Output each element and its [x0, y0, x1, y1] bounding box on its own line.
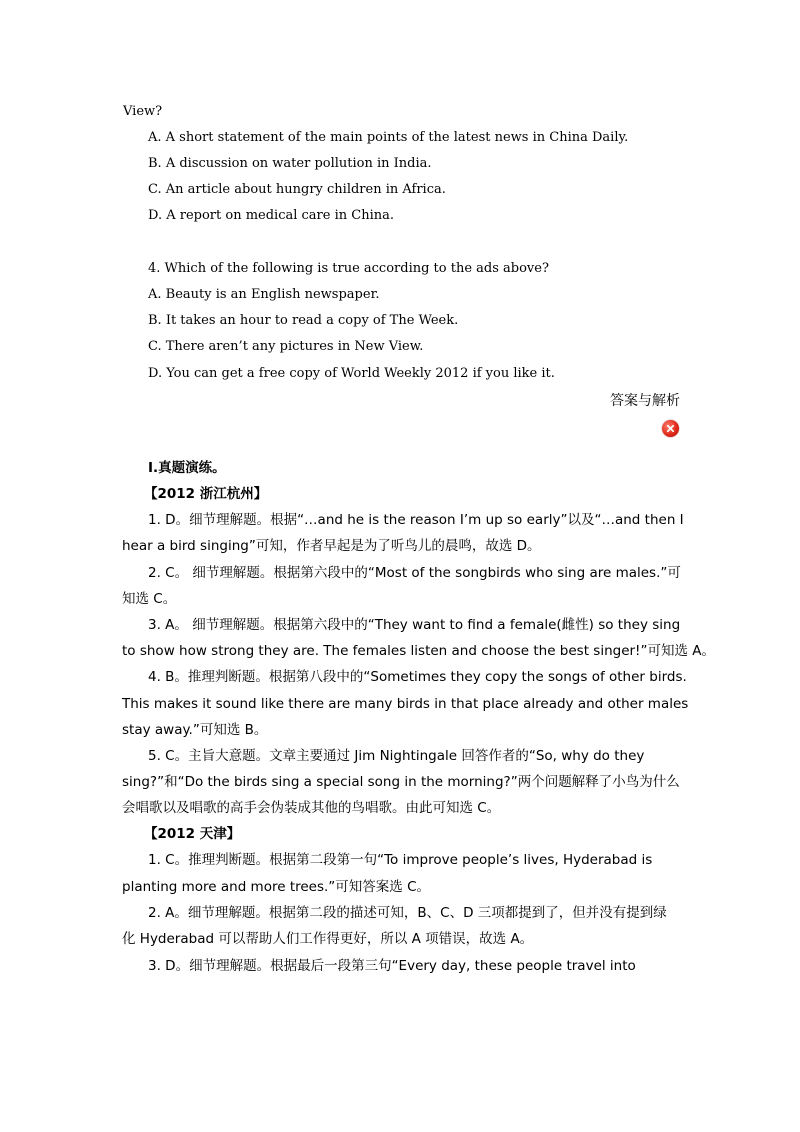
answer-line: 5. C。主旨大意题。文章主要通过 Jim Nightingale 回答作者的“So, why do they: [148, 748, 645, 764]
answer-line: This makes it sound like there are many birds in that place already and other males: [122, 696, 689, 712]
answer-line: 3. D。细节理解题。根据最后一段第三句“Every day, these people travel into: [148, 958, 636, 974]
answer-line: 1. C。推理判断题。根据第二段第一句“To improve people’s lives, Hyderabad is: [148, 852, 653, 868]
answer-line: 2. A。细节理解题。根据第二段的描述可知，B、C、D 三项都提到了，但并没有提到绿: [148, 905, 667, 921]
answer-line: planting more and more trees.”可知答案选 C。: [122, 879, 431, 895]
answer-line: sing?”和“Do the birds sing a special song in the morning?”两个问题解释了小鸟为什么: [122, 774, 680, 790]
answer-line: hear a bird singing”可知，作者早起是为了听鸟儿的晨鸣，故选 D。: [122, 538, 541, 554]
answer-section-title[interactable]: 答案与解析: [610, 393, 680, 409]
question4-option-a: A. Beauty is an English newspaper.: [148, 287, 380, 302]
question3-option-d: D. A report on medical care in China.: [148, 208, 394, 223]
question4-option-d: D. You can get a free copy of World Weekly 2012 if you like it.: [148, 366, 555, 381]
group2-title: 【2012 天津】: [144, 826, 241, 842]
question3-option-c: C. An article about hungry children in Africa.: [148, 182, 446, 197]
close-icon: [666, 424, 675, 433]
question3-stem-tail: View?: [123, 104, 163, 119]
answer-line: 会唱歌以及唱歌的高手会伪装成其他的鸟唱歌。由此可知选 C。: [122, 800, 501, 816]
question3-option-a: A. A short statement of the main points of the latest news in China Daily.: [148, 130, 629, 145]
question4-option-c: C. There aren’t any pictures in New View.: [148, 339, 424, 354]
question3-option-b: B. A discussion on water pollution in India.: [148, 156, 432, 171]
answer-line: 知选 C。: [122, 591, 177, 607]
answer-heading: I.真题演练。: [148, 460, 226, 476]
group1-title: 【2012 浙江杭州】: [144, 486, 268, 502]
close-button[interactable]: [662, 420, 679, 437]
answer-line: 1. D。细节理解题。根据“…and he is the reason I’m up so early”以及“…and then I: [148, 512, 684, 528]
answer-line: to show how strong they are. The females listen and choose the best singer!”可知选 A。: [122, 643, 715, 659]
answer-line: 3. A。 细节理解题。根据第六段中的“They want to find a female(雌性) so they sing: [148, 617, 681, 633]
answer-line: stay away.”可知选 B。: [122, 722, 268, 738]
question4-option-b: B. It takes an hour to read a copy of The Week.: [148, 313, 459, 328]
question4-stem: 4. Which of the following is true according to the ads above?: [148, 261, 549, 276]
answer-line: 2. C。 细节理解题。根据第六段中的“Most of the songbirds who sing are males.”可: [148, 565, 681, 581]
answer-line: 4. B。推理判断题。根据第八段中的“Sometimes they copy the songs of other birds.: [148, 669, 687, 685]
answer-line: 化 Hyderabad 可以帮助人们工作得更好，所以 A 项错误，故选 A。: [122, 931, 534, 947]
